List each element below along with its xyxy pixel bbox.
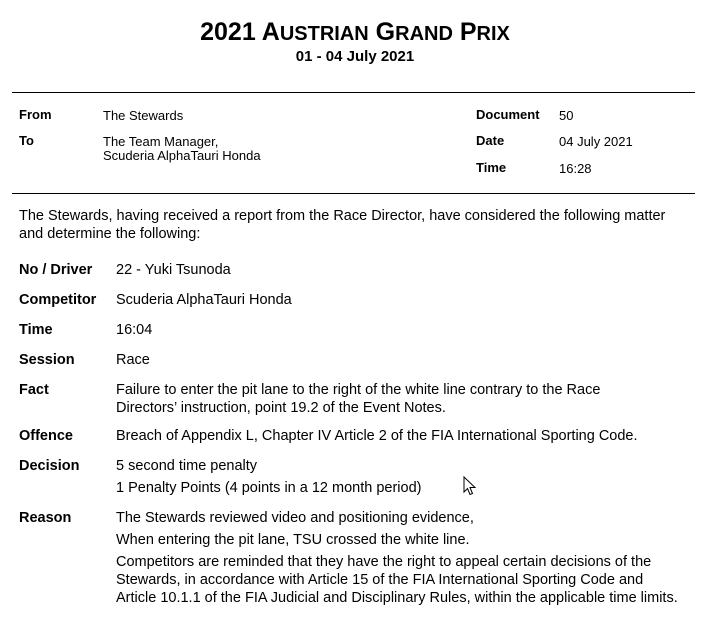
- fact-label: Fact: [19, 382, 49, 398]
- date-value: 04 July 2021: [559, 134, 633, 149]
- mouse-pointer-icon: [463, 476, 477, 496]
- reason-value: [116, 509, 681, 607]
- reason-label: Reason: [19, 510, 72, 526]
- header-bottom-divider: [12, 193, 695, 194]
- to-label: To: [19, 133, 34, 148]
- driver-value: 22 - Yuki Tsunoda: [116, 262, 231, 278]
- title-word-prix: PRIX: [459, 18, 510, 46]
- driver-label: No / Driver: [19, 262, 93, 278]
- title-word-austrian: AUSTRIAN: [261, 18, 369, 46]
- event-dates: 01 - 04 July 2021: [295, 48, 415, 65]
- title-year: 2021: [200, 18, 256, 46]
- date-label: Date: [476, 133, 505, 148]
- document-label: Document: [476, 107, 540, 122]
- incident-time-label: Time: [19, 322, 53, 338]
- header-top-divider: [12, 92, 695, 93]
- time-value: 16:28: [559, 161, 592, 176]
- from-value: The Stewards: [103, 108, 184, 123]
- decision-penalty: 5 second time penalty: [116, 458, 258, 474]
- session-value: Race: [116, 352, 150, 368]
- competitor-label: Competitor: [19, 292, 97, 308]
- document-title: [0, 16, 710, 50]
- to-value: The Team Manager, Scuderia AlphaTauri Honda: [103, 134, 261, 163]
- session-label: Session: [19, 352, 75, 368]
- reason-line-finding: When entering the pit lane, TSU crossed the white line.: [116, 532, 470, 548]
- fact-value: Failure to enter the pit lane to the right of the white line contrary to the Race Directors’ instruction, point 19.2 of the Event Notes.: [116, 382, 601, 416]
- incident-time-value: 16:04: [116, 322, 153, 338]
- decision-penalty-points: 1 Penalty Points (4 points in a 12 month period): [116, 480, 422, 496]
- offence-value: Breach of Appendix L, Chapter IV Article 2 of the FIA International Sporting Code.: [116, 428, 638, 444]
- offence-label: Offence: [19, 428, 73, 444]
- reason-line-appeal-notice: Competitors are reminded that they have the right to appeal certain decisions of the Stewards, in accordance with Article 15 of the FIA International Sporting Code and Article 10.1.1 of the FIA Judicial and Disciplinary Rules, within the applicable time limits.: [116, 554, 678, 606]
- title-word-grand: GRAND: [375, 18, 453, 46]
- time-label: Time: [476, 160, 507, 175]
- document-number: 50: [559, 108, 574, 123]
- reason-line-evidence: The Stewards reviewed video and positioning evidence,: [116, 510, 474, 526]
- from-label: From: [19, 107, 52, 122]
- decision-value: [116, 457, 696, 497]
- decision-label: Decision: [19, 458, 80, 474]
- competitor-value: Scuderia AlphaTauri Honda: [116, 292, 292, 308]
- intro-paragraph: The Stewards, having received a report from the Race Director, have considered the following matter and determine the following:: [19, 208, 666, 242]
